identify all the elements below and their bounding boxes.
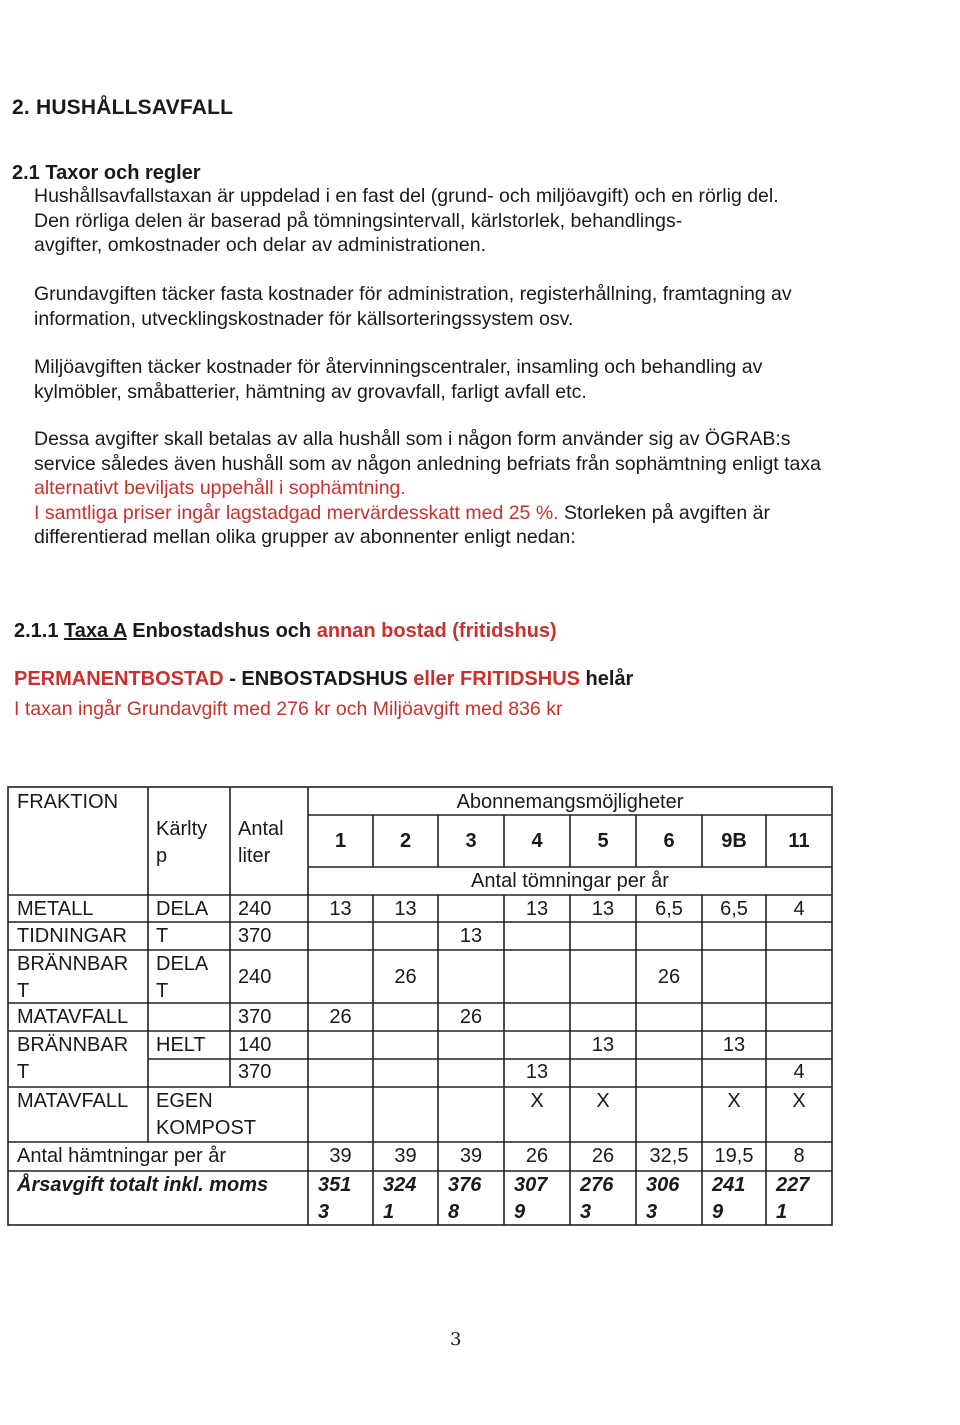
row-frak: METALL — [17, 898, 94, 920]
arsavgift-cell — [448, 1172, 481, 1226]
category-black: helår — [579, 668, 634, 690]
row-frak: MATAVFALL — [17, 1090, 129, 1112]
value-cell: 26 — [329, 1006, 352, 1028]
header-kartyp — [156, 816, 207, 870]
subsection-number: 2.1.1 — [14, 620, 65, 642]
arsavgift-cell — [712, 1172, 745, 1226]
header-antal-liter — [238, 816, 284, 870]
text-line: differentierad mellan olika grupper av abonnenter enligt nedan: — [34, 526, 576, 548]
value-cell: 13 — [525, 1061, 549, 1083]
col-header-11: 11 — [788, 830, 810, 852]
cell-line: 1 — [383, 1201, 395, 1223]
text-span: Storleken på avgiften är — [558, 501, 770, 524]
cell-line: BRÄNNBAR — [17, 953, 129, 975]
cell-line: 9 — [712, 1201, 724, 1223]
row-frak: MATAVFALL — [17, 1006, 129, 1028]
hamtningar-cell: 26 — [591, 1145, 615, 1167]
cell-line: 3 — [646, 1201, 658, 1223]
value-cell: 13 — [329, 898, 352, 920]
cell-line: 9 — [514, 1201, 526, 1223]
value-cell: 4 — [793, 1061, 805, 1083]
text-line: kylmöbler, småbatterier, hämtning av grovavfall, farligt avfall etc. — [34, 380, 587, 403]
row-frak: TIDNINGAR — [17, 925, 127, 947]
arsavgift-cell — [514, 1172, 547, 1226]
arsavgift-cell — [383, 1172, 416, 1226]
arsavgift-label: Årsavgift totalt inkl. moms — [17, 1174, 269, 1196]
row-liter: 370 — [238, 925, 272, 947]
col-header-9b: 9B — [721, 830, 747, 852]
arsavgift-cell — [646, 1172, 679, 1226]
title-span: Enbostadshus och — [126, 620, 317, 642]
value-cell: 6,5 — [720, 898, 748, 920]
text-line: Miljöavgiften täcker kostnader för återvinningscentraler, insamling och behandling av — [34, 356, 763, 378]
hamtningar-cell: 39 — [329, 1145, 352, 1167]
value-cell: 6,5 — [655, 898, 683, 920]
title-span-red: annan bostad (fritidshus) — [316, 620, 557, 642]
cell-line: T — [17, 980, 30, 1002]
row-typ — [156, 951, 208, 1005]
value-cell: 13 — [459, 925, 483, 947]
col-header-3: 3 — [465, 830, 477, 852]
header-abonnemang: Abonnemangsmöjligheter — [456, 791, 684, 813]
cell-line: 306 — [646, 1174, 680, 1196]
cell-line: 307 — [514, 1174, 548, 1196]
taxa-label: Taxa A — [64, 620, 127, 642]
row-liter: 240 — [238, 898, 272, 920]
fee-note: I taxan ingår Grundavgift med 276 kr och Miljöavgift med 836 kr — [14, 698, 563, 720]
value-cell: X — [530, 1090, 544, 1112]
text-line: information, utvecklingskostnader för källsorteringssystem osv. — [34, 307, 574, 330]
header-line: Antal — [238, 818, 284, 840]
col-header-4: 4 — [531, 830, 543, 852]
row-typ: HELT — [156, 1034, 206, 1056]
cell-line: EGEN — [156, 1090, 213, 1112]
arsavgift-cell — [776, 1172, 809, 1226]
category-red: eller FRITIDSHUS — [413, 668, 580, 690]
text-line-red: alternativt beviljats uppehåll i sophämtning. — [34, 477, 406, 499]
cell-line: KOMPOST — [156, 1117, 257, 1139]
value-cell: 26 — [459, 1006, 483, 1028]
col-header-1: 1 — [334, 830, 347, 852]
header-line: liter — [238, 845, 271, 867]
header-fraktion: FRAKTION — [17, 791, 119, 813]
row-typ — [156, 1088, 256, 1142]
hamtningar-cell: 19,5 — [714, 1145, 754, 1167]
value-cell: 4 — [793, 898, 805, 920]
cell-line: 227 — [776, 1174, 810, 1196]
cell-line: 8 — [448, 1201, 460, 1223]
header-tomningar: Antal tömningar per år — [471, 870, 669, 892]
text-line: Den rörliga delen är baserad på tömningsintervall, kärlstorlek, behandlings- — [34, 209, 683, 232]
row-liter: 240 — [238, 966, 272, 988]
row-frak: BRÄNNBAR — [17, 1034, 129, 1056]
value-cell: X — [596, 1090, 610, 1112]
text-line: Dessa avgifter skall betalas av alla hushåll som i någon form använder sig av ÖGRAB:s — [34, 428, 791, 450]
header-line: Kärlty — [156, 818, 208, 840]
category-black: - ENBOSTADSHUS — [223, 668, 414, 690]
row-typ: DELA — [156, 898, 209, 920]
hamtningar-label: Antal hämtningar per år — [17, 1145, 227, 1167]
section-title: 2.1 Taxor och regler — [12, 162, 201, 184]
row-liter: 370 — [238, 1006, 272, 1028]
text-line: service således även hushåll som av någon anledning befriats från sophämtning enligt taxa — [34, 452, 821, 475]
header-line: p — [156, 845, 168, 867]
hamtningar-cell: 39 — [459, 1145, 483, 1167]
value-cell: X — [727, 1090, 741, 1112]
cell-line: 1 — [776, 1201, 788, 1223]
cell-line: 3 — [580, 1201, 592, 1223]
page-number: 3 — [450, 1329, 462, 1350]
text-line: avgifter, omkostnader och delar av administrationen. — [34, 234, 486, 256]
row-liter: 370 — [238, 1061, 272, 1083]
cell-line: DELA — [156, 953, 209, 975]
col-header-2: 2 — [399, 830, 412, 852]
cell-line: 376 — [448, 1174, 482, 1196]
chapter-heading: 2. HUSHÅLLSAVFALL — [12, 96, 234, 119]
row-frak — [17, 951, 128, 1005]
cell-line: T — [156, 980, 169, 1002]
row-liter: 140 — [238, 1034, 272, 1056]
cell-line: 351 — [318, 1174, 352, 1196]
cell-line: 276 — [580, 1174, 614, 1196]
hamtningar-cell: 26 — [525, 1145, 549, 1167]
col-header-6: 6 — [663, 830, 675, 852]
value-cell: 13 — [525, 898, 549, 920]
vat-note: I samtliga priser ingår lagstadgad mervärdesskatt med 25 %. — [34, 501, 559, 524]
value-cell: 13 — [722, 1034, 746, 1056]
value-cell: 26 — [657, 966, 681, 988]
hamtningar-cell: 32,5 — [649, 1145, 689, 1167]
row-typ: T — [156, 925, 169, 947]
hamtningar-cell: 39 — [394, 1145, 417, 1167]
value-cell: 13 — [394, 898, 417, 920]
arsavgift-cell — [580, 1172, 613, 1226]
arsavgift-cell — [318, 1172, 351, 1226]
value-cell: 26 — [394, 966, 417, 988]
cell-line: 324 — [383, 1174, 417, 1196]
cell-line: 3 — [318, 1201, 330, 1223]
category-red: PERMANENTBOSTAD — [14, 668, 224, 690]
row-frak: T — [17, 1061, 30, 1083]
cell-line: 241 — [712, 1174, 746, 1196]
col-header-5: 5 — [597, 830, 609, 852]
text-line: Grundavgiften täcker fasta kostnader för administration, registerhållning, framtagning av — [34, 283, 792, 305]
value-cell: 13 — [591, 1034, 615, 1056]
value-cell: 13 — [591, 898, 615, 920]
value-cell: X — [792, 1090, 806, 1112]
hamtningar-cell: 8 — [793, 1145, 805, 1167]
text-line: Hushållsavfallstaxan är uppdelad i en fast del (grund- och miljöavgift) och en rörlig del. — [34, 185, 779, 207]
